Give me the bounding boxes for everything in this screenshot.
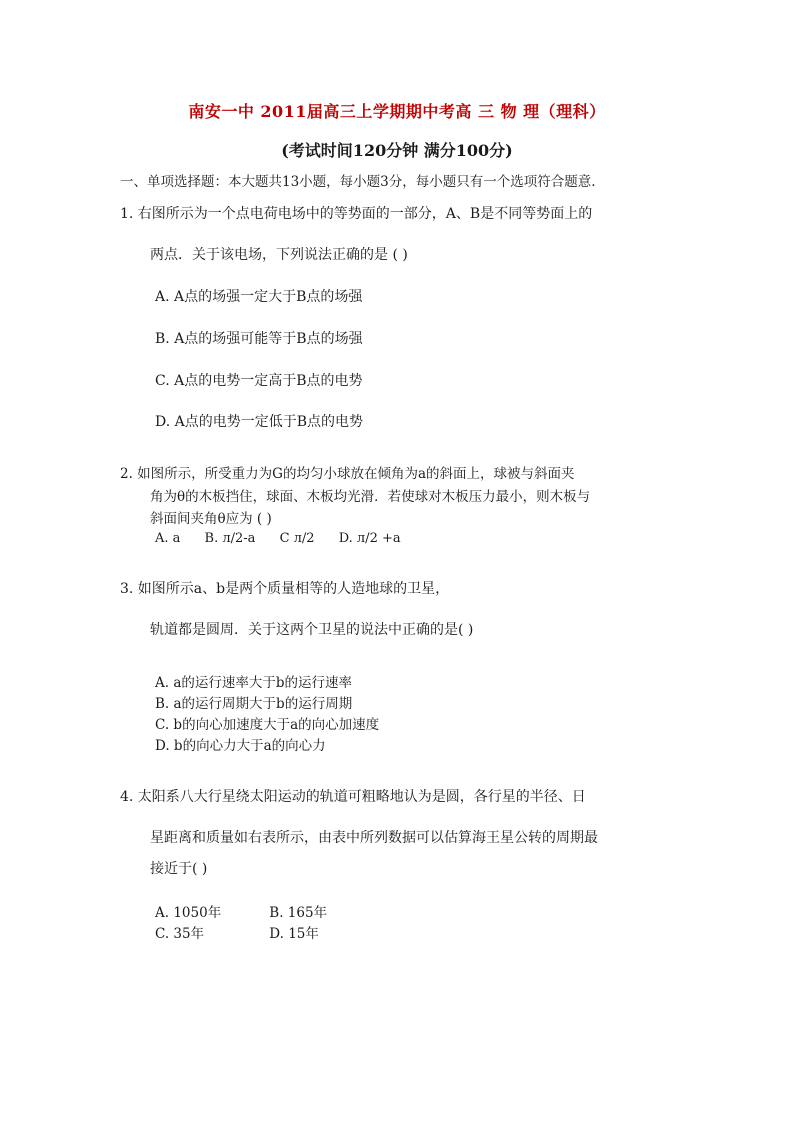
question-4-line-1: 4. 太阳系八大行星绕太阳运动的轨道可粗略地认为是圆，各行星的半径、日 <box>120 789 586 805</box>
question-2-line-3: 斜面间夹角θ应为 ( ) <box>150 511 272 527</box>
question-1-option-b: B. A点的场强可能等于B点的场强 <box>155 331 363 347</box>
question-1-option-a: A. A点的场强一定大于B点的场强 <box>155 289 363 305</box>
question-2-option-a: A. a <box>155 531 181 546</box>
question-1-line-2: 两点．关于该电场，下列说法正确的是 ( ) <box>150 247 408 263</box>
question-2-option-d: D. л/2 +a <box>338 531 401 546</box>
exam-subtitle: (考试时间120分钟 满分100分) <box>281 141 513 160</box>
question-2-option-c: C л/2 <box>279 531 315 546</box>
question-1-option-c: C. A点的电势一定高于B点的电势 <box>155 373 363 389</box>
question-4-option-c: C. 35年 <box>155 926 205 942</box>
question-3-option-d: D. b的向心力大于a的向心力 <box>155 738 326 754</box>
question-4-option-d: D. 15年 <box>269 926 319 942</box>
question-2-line-1: 2. 如图所示，所受重力为G的均匀小球放在倾角为a的斜面上，球被与斜面夹 <box>120 466 575 482</box>
question-1-line-1: 1. 右图所示为一个点电荷电场中的等势面的一部分，A、B是不同等势面上的 <box>120 206 593 222</box>
question-1-option-d: D. A点的电势一定低于B点的电势 <box>155 414 364 430</box>
question-3-option-b: B. a的运行周期大于b的运行周期 <box>155 696 353 712</box>
question-3-line-2: 轨道都是圆周．关于这两个卫星的说法中正确的是( ) <box>150 622 474 638</box>
question-3-option-a: A. a的运行速率大于b的运行速率 <box>155 675 353 691</box>
question-4-option-b: B. 165年 <box>269 905 328 921</box>
question-2-option-b: B. л/2-a <box>204 531 256 546</box>
question-4-options-row-2 <box>155 925 319 943</box>
question-4-option-a: A. 1050年 <box>155 905 222 921</box>
section-heading: 一、单项选择题：本大题共13小题，每小题3分，每小题只有一个选项符合题意. <box>120 174 596 190</box>
question-2-options <box>155 530 421 548</box>
question-3-option-c: C. b的向心加速度大于a的向心加速度 <box>155 717 380 733</box>
question-4-line-3: 接近于( ) <box>150 861 208 877</box>
question-3-line-1: 3. 如图所示a、b是两个质量相等的人造地球的卫星， <box>120 581 450 597</box>
question-2-line-2: 角为θ的木板挡住，球面、木板均光滑．若使球对木板压力最小，则木板与 <box>150 489 591 505</box>
exam-title: 南安一中 2011届高三上学期期中考高 三 物 理（理科） <box>188 102 606 121</box>
question-4-options-row-1 <box>155 904 327 922</box>
question-4-line-2: 星距离和质量如右表所示，由表中所列数据可以估算海王星公转的周期最 <box>150 830 598 846</box>
